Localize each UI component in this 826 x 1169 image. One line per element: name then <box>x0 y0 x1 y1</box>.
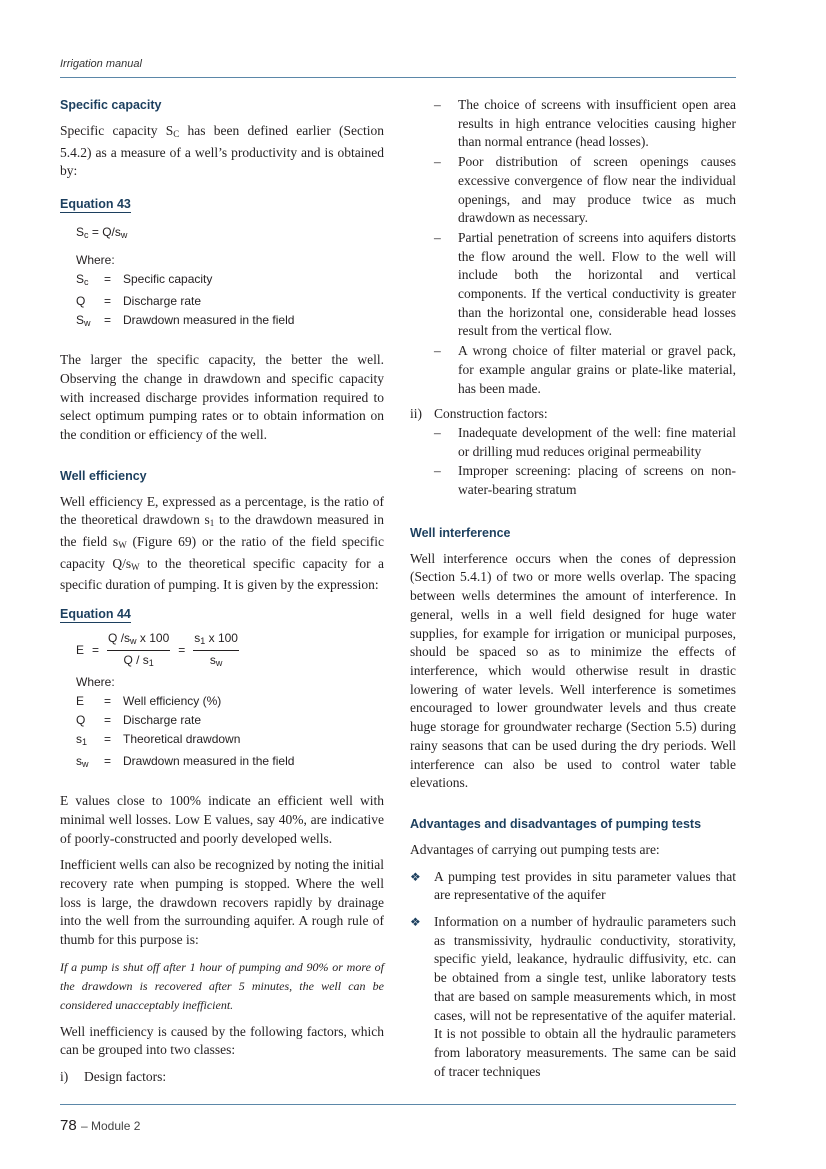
frac-text: s <box>209 652 216 667</box>
paragraph-efficiency-values: E values close to 100% indicate an efficient well with minimal well losses. Low E values, say 40%, are indicative of poorly-constructed and poorly developed wells. <box>60 793 384 846</box>
def-equals: = <box>104 732 112 747</box>
diamond-bullet-icon: ❖ <box>410 869 421 884</box>
text-span: has been defined earlier (Section 5.4.2) as a measure of a well’s productivity and is obtained by: <box>60 123 384 179</box>
where-label: Where: <box>76 253 115 268</box>
fraction-denominator <box>107 651 170 670</box>
dash-bullet: – <box>434 154 441 170</box>
paragraph-specific-capacity-body: The larger the specific capacity, the better the well. Observing the change in drawdown and specific capacity with increased discharge provides information required to select optimum pumping rates or to obtain information on the condition or efficiency of the well. <box>60 352 384 442</box>
left-column <box>60 96 384 1087</box>
frac-text: x 100 <box>136 630 170 645</box>
def-symbol <box>76 730 104 752</box>
fraction-denominator <box>193 651 239 670</box>
paragraph-well-efficiency-intro <box>60 493 384 596</box>
definition-row <box>76 711 384 730</box>
paragraph-pumping-tests-intro: Advantages of carrying out pumping tests are: <box>410 841 660 857</box>
page-number: 78 <box>60 1117 77 1134</box>
list-item <box>410 868 736 905</box>
list-item <box>410 229 736 341</box>
sym-text: Q <box>76 713 86 728</box>
sym-text: S <box>76 272 85 287</box>
list-item-text: Design factors: <box>84 1069 167 1085</box>
subscript: 1 <box>200 635 206 646</box>
text-span: (Figure 69) or the ratio of the field specific capacity Q/s <box>60 534 384 571</box>
list-item-text: Improper screening: placing of screens on non-water-bearing stratum <box>458 463 736 498</box>
where-label: Where: <box>76 675 115 690</box>
diamond-bullet-icon: ❖ <box>410 915 421 930</box>
eq-symbol: S <box>76 225 85 240</box>
fraction-numerator <box>193 631 239 651</box>
equation-43-block <box>76 223 384 333</box>
definition-row <box>76 752 384 774</box>
fraction-numerator <box>107 631 170 651</box>
text-span: Specific capacity S <box>60 123 174 138</box>
paragraph-rule-of-thumb: If a pump is shut off after 1 hour of pumping and 90% or more of the drawdown is recovered after 5 minutes, the well can be considered unacceptably inefficient. <box>60 959 384 1012</box>
definition-row <box>76 730 384 752</box>
subscript: w <box>84 318 91 329</box>
equation-44-block <box>76 630 384 774</box>
dash-bullet: – <box>434 229 441 245</box>
roman-numeral: ii) <box>410 406 422 422</box>
sym-text: Q <box>76 294 86 309</box>
subscript: C <box>173 129 180 139</box>
def-description: Theoretical drawdown <box>123 732 241 747</box>
subscript: W <box>131 561 140 572</box>
dash-bullet: – <box>434 343 441 359</box>
pumping-tests-advantages-list <box>410 868 736 1082</box>
paragraph-specific-capacity-intro <box>60 122 384 181</box>
def-equals: = <box>104 313 112 328</box>
list-item <box>410 462 736 499</box>
heading-specific-capacity: Specific capacity <box>60 98 162 112</box>
list-item-text: Inadequate development of the well: fine material or drilling mud reduces original permeability <box>458 424 736 459</box>
list-item-construction-factors <box>410 405 736 424</box>
text-span: Well efficiency E, expressed as a percentage, is the ratio of the theoretical drawdown s <box>60 493 384 528</box>
subscript: c <box>84 277 89 288</box>
right-column <box>410 96 736 1089</box>
design-factors-list <box>410 96 736 398</box>
sym-text: s <box>76 754 82 769</box>
equation-43-title <box>60 195 384 213</box>
frac-text: Q /s <box>108 630 131 645</box>
def-symbol <box>76 311 104 333</box>
list-item <box>410 342 736 398</box>
subscript: 1 <box>82 737 88 748</box>
footer-rule <box>60 1104 736 1105</box>
sym-text: E <box>76 694 85 709</box>
def-equals: = <box>104 272 112 287</box>
subscript: w <box>130 635 137 646</box>
def-symbol <box>76 292 104 311</box>
list-item-text: Construction factors: <box>434 406 548 422</box>
fraction-field-capacity <box>107 631 170 670</box>
definition-row <box>76 311 384 333</box>
frac-text: Q / s <box>123 652 149 667</box>
list-item-design-factors <box>60 1068 384 1087</box>
equation-44-formula <box>76 630 384 668</box>
def-symbol <box>76 752 104 774</box>
equation-label: Equation 43 <box>60 197 131 212</box>
definition-row <box>76 292 384 311</box>
list-item <box>410 153 736 228</box>
dash-bullet: – <box>434 424 441 440</box>
def-symbol <box>76 270 104 292</box>
eq-rhs: = Q/s <box>88 225 121 240</box>
running-header-title: Irrigation manual <box>60 58 142 70</box>
eq-equals: = <box>178 643 186 658</box>
dash-bullet: – <box>434 97 441 112</box>
definition-row <box>76 270 384 292</box>
construction-factors-list <box>410 424 736 500</box>
subscript: 1 <box>209 518 215 529</box>
subscript: w <box>82 759 89 770</box>
dash-bullet: – <box>434 463 441 479</box>
def-description: Well efficiency (%) <box>123 694 222 709</box>
subscript: w <box>215 657 223 668</box>
list-item-text: A wrong choice of filter material or gravel pack, for example angular grains or plate-like material, has been made. <box>458 343 736 396</box>
def-equals: = <box>104 294 112 309</box>
equation-label: Equation 44 <box>60 607 131 622</box>
subscript: c <box>84 230 89 241</box>
sym-text: s <box>76 732 82 747</box>
def-description: Discharge rate <box>123 713 202 728</box>
def-equals: = <box>104 694 112 709</box>
frac-text: x 100 <box>205 630 238 645</box>
heading-well-efficiency: Well efficiency <box>60 468 147 483</box>
list-item <box>410 913 736 1081</box>
list-item <box>410 424 736 461</box>
fraction-drawdown <box>193 631 239 670</box>
list-item-text: Poor distribution of screen openings causes excessive convergence of flow near the individual openings, and may produce twice as much drawdown as necessary. <box>458 154 736 226</box>
def-symbol <box>76 711 104 730</box>
def-description: Specific capacity <box>123 272 213 287</box>
page-header <box>60 58 736 70</box>
list-item-text: Information on a number of hydraulic parameters such as transmissivity, hydraulic conductivity, storativity, specific yield, leakance, hydraulic diffusivity, etc. can be obtained from a single test, unlike laboratory tests that are based on sample measurements which, in most cases, will not be representative of the aquifer material. It is not possible to obtain all the hydraulic parameters from laboratory measurements. The same can be said of tracer techniques <box>434 914 736 1079</box>
paragraph-inefficiency-causes: Well inefficiency is caused by the following factors, which can be grouped into two classes: <box>60 1023 384 1058</box>
footer-module-label: – Module 2 <box>81 1119 141 1133</box>
paragraph-well-interference: Well interference occurs when the cones of depression (Section 5.4.1) of two or more wells overlap. The spacing between wells determines the amount of interference. In general, wells in a well field designed for huge water supplies, for example for irrigation or municipal purposes, should be spaced so as to minimize the effects of interference, which would otherwise result in drastic lowering of water levels. Well interference is sometimes encouraged to lower groundwater levels and thus create huge storage for groundwater recharge (Section 5.5) during rainy seasons that can be used during the dry periods. Well interference can also be used to control water table elevations. <box>410 550 736 791</box>
heading-pumping-tests: Advantages and disadvantages of pumping tests <box>410 816 702 831</box>
paragraph-inefficient-wells: Inefficient wells can also be recognized by noting the initial recovery rate when pumping is stopped. Where the well loss is large, the drawdown recovers rapidly by drainage into the well from the surrounding aquifer. A rough rule of thumb for this purpose is: <box>60 857 384 948</box>
list-item-text: The choice of screens with insufficient open area results in high entrance velocities causing higher than normal entrance (head losses). <box>458 97 736 150</box>
def-description: Drawdown measured in the field <box>123 313 295 328</box>
list-item <box>410 96 736 152</box>
heading-well-interference: Well interference <box>410 525 511 540</box>
def-description: Discharge rate <box>123 294 202 309</box>
subscript: W <box>118 540 127 551</box>
roman-numeral: i) <box>60 1069 69 1085</box>
def-equals: = <box>104 713 112 728</box>
def-symbol <box>76 692 104 711</box>
list-item-text: Partial penetration of screens into aquifers distorts the flow around the well. Flow to the well will include both the horizontal and vertical components. If the vertical conductivity is greater than the horizontal one, considerable head losses result from the vertical flow. <box>458 229 736 339</box>
equation-43-formula <box>76 223 384 245</box>
header-rule <box>60 77 736 78</box>
subscript: 1 <box>148 657 154 668</box>
text-span: to the theoretical specific capacity for a specific duration of pumping. It is given by the expression: <box>60 555 384 593</box>
subscript: w <box>120 230 128 241</box>
list-item-text: A pumping test provides in situ parameter values that are representative of the aquifer <box>434 868 736 903</box>
eq-symbol: E <box>76 643 85 658</box>
sym-text: S <box>76 313 85 328</box>
def-equals: = <box>104 754 112 769</box>
definition-row <box>76 692 384 711</box>
def-description: Drawdown measured in the field <box>123 754 295 769</box>
text-span: to the drawdown measured in the field s <box>60 512 384 550</box>
equation-44-title <box>60 605 384 623</box>
frac-text: s <box>194 630 201 645</box>
eq-equals: = <box>92 643 100 658</box>
